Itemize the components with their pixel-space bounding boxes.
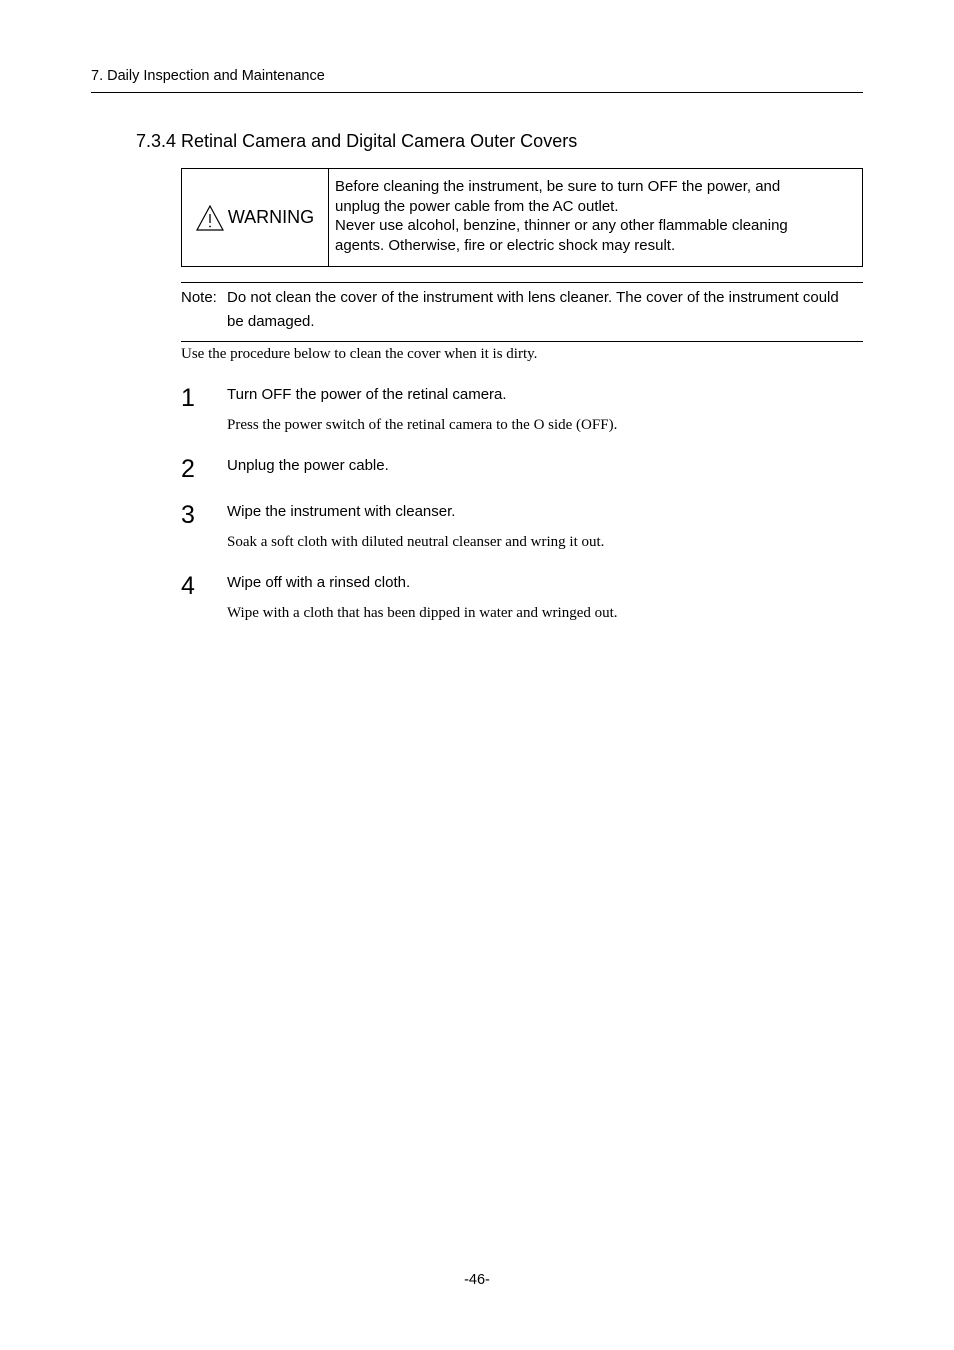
section-title: 7.3.4 Retinal Camera and Digital Camera Outer Covers xyxy=(136,131,578,151)
step-detail: Press the power switch of the retinal camera to the O side (OFF). xyxy=(227,417,618,433)
warning-box xyxy=(181,168,863,267)
step-title: Wipe off with a rinsed cloth. xyxy=(227,574,411,591)
warning-triangle-icon xyxy=(196,205,224,231)
warning-text xyxy=(329,169,862,266)
step-detail: Wipe with a cloth that has been dipped in water and wringed out. xyxy=(227,605,618,621)
note-block xyxy=(181,282,863,342)
page-number: -46- xyxy=(464,1272,490,1288)
step-number: 1 xyxy=(181,384,195,412)
step-number: 3 xyxy=(181,501,195,529)
step-title: Unplug the power cable. xyxy=(227,457,389,474)
warning-line: Never use alcohol, benzine, thinner or any other flammable cleaning xyxy=(335,217,788,234)
warning-label: WARNING xyxy=(227,207,315,227)
note-label: Note: xyxy=(181,289,217,306)
note-text: Do not clean the cover of the instrument with lens cleaner. The cover of the instrument could be damaged. xyxy=(227,289,839,330)
step-detail: Soak a soft cloth with diluted neutral cleanser and wring it out. xyxy=(227,534,605,550)
warning-line: unplug the power cable from the AC outlet. xyxy=(335,197,619,215)
running-header: 7. Daily Inspection and Maintenance xyxy=(91,68,863,93)
step-number: 2 xyxy=(181,455,195,483)
step-title: Turn OFF the power of the retinal camera. xyxy=(227,386,507,403)
step-number: 4 xyxy=(181,572,195,600)
intro-text: Use the procedure below to clean the cover when it is dirty. xyxy=(181,346,538,362)
warning-line: agents. Otherwise, fire or electric shock may result. xyxy=(335,236,676,254)
step-title: Wipe the instrument with cleanser. xyxy=(227,503,456,520)
warning-line: Before cleaning the instrument, be sure to turn OFF the power, and xyxy=(335,178,781,195)
warning-label-cell xyxy=(182,169,329,266)
